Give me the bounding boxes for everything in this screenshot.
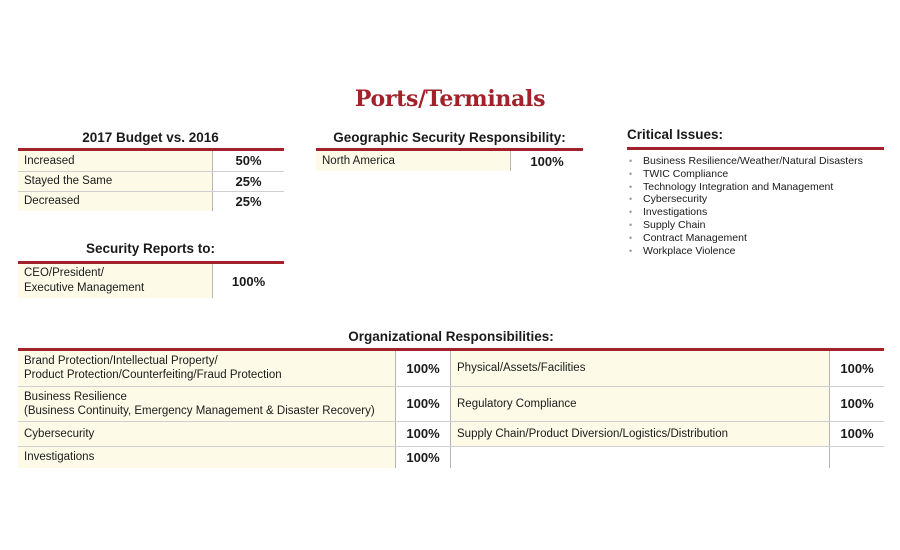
table-row [316, 151, 583, 171]
org-empty-cell [830, 446, 885, 468]
critical-issues-heading: Critical Issues: [627, 127, 724, 142]
list-item [627, 232, 863, 245]
org-left-label: Investigations [18, 446, 396, 468]
reports-to-label-line: Executive Management [24, 282, 145, 294]
budget-label: Decreased [18, 191, 213, 211]
org-table [18, 351, 884, 468]
org-left-label-line: (Business Continuity, Emergency Management & Disaster Recovery) [24, 404, 375, 417]
list-item [627, 168, 863, 181]
org-right-value: 100% [830, 351, 885, 386]
org-left-value: 100% [396, 386, 451, 421]
critical-issues-list [627, 155, 863, 257]
critical-issue-text: TWIC Compliance [643, 167, 729, 180]
table-row [18, 191, 284, 211]
bullet-icon: • [629, 156, 633, 166]
org-left-label [18, 386, 396, 421]
org-left-value: 100% [396, 446, 451, 468]
critical-issue-text: Investigations [643, 206, 708, 219]
org-left-label-line: Brand Protection/Intellectual Property/ [24, 355, 218, 368]
geographic-value: 100% [511, 151, 584, 171]
geographic-label: North America [316, 151, 511, 171]
reports-to-label [18, 264, 213, 298]
table-row [18, 151, 284, 171]
critical-issue-text: Technology Integration and Management [643, 180, 834, 193]
critical-issue-text: Contract Management [643, 231, 747, 244]
budget-label: Stayed the Same [18, 171, 213, 191]
table-row [18, 446, 884, 468]
budget-table [18, 151, 284, 211]
list-item [627, 206, 863, 219]
geographic-heading: Geographic Security Responsibility: [333, 130, 566, 145]
budget-value: 25% [213, 171, 285, 191]
page-title: Ports/Terminals [354, 86, 546, 112]
bullet-icon: • [629, 181, 633, 192]
critical-issues-divider [627, 147, 884, 150]
critical-issue-text: Workplace Violence [643, 244, 736, 257]
org-left-value: 100% [396, 351, 451, 386]
bullet-icon: • [629, 232, 633, 243]
budget-label: Increased [18, 151, 213, 171]
org-heading: Organizational Responsibilities: [348, 329, 554, 344]
org-right-value: 100% [830, 421, 885, 446]
list-item [627, 219, 863, 232]
list-item [627, 193, 863, 206]
org-right-value: 100% [830, 386, 885, 421]
org-left-label [18, 351, 396, 386]
list-item [627, 155, 863, 168]
bullet-icon: • [629, 207, 633, 218]
budget-value: 50% [213, 151, 285, 171]
org-empty-cell [451, 446, 830, 468]
budget-value: 25% [213, 191, 285, 211]
bullet-icon: • [629, 219, 633, 230]
bullet-icon: • [629, 245, 633, 256]
reports-to-table [18, 264, 284, 298]
budget-heading: 2017 Budget vs. 2016 [82, 130, 219, 145]
bullet-icon: • [629, 168, 633, 179]
list-item [627, 245, 863, 258]
bullet-icon: • [629, 194, 633, 205]
list-item [627, 181, 863, 194]
table-row [18, 264, 284, 298]
org-left-label-line: Product Protection/Counterfeiting/Fraud Protection [24, 369, 282, 382]
table-row [18, 351, 884, 386]
org-right-label: Regulatory Compliance [451, 386, 830, 421]
critical-issue-text: Business Resilience/Weather/Natural Disasters [643, 155, 863, 167]
reports-to-label-line: CEO/President/ [24, 267, 104, 279]
reports-to-heading: Security Reports to: [85, 241, 216, 256]
reports-to-value: 100% [213, 264, 285, 298]
table-row [18, 171, 284, 191]
table-row [18, 386, 884, 421]
org-left-label: Cybersecurity [18, 421, 396, 446]
critical-issue-text: Cybersecurity [643, 193, 708, 206]
org-left-value: 100% [396, 421, 451, 446]
geographic-table [316, 151, 583, 171]
org-left-label-line: Business Resilience [24, 390, 127, 403]
table-row [18, 421, 884, 446]
org-right-label: Physical/Assets/Facilities [451, 351, 830, 386]
critical-issue-text: Supply Chain [643, 218, 706, 231]
org-right-label: Supply Chain/Product Diversion/Logistics/Distribution [451, 421, 830, 446]
